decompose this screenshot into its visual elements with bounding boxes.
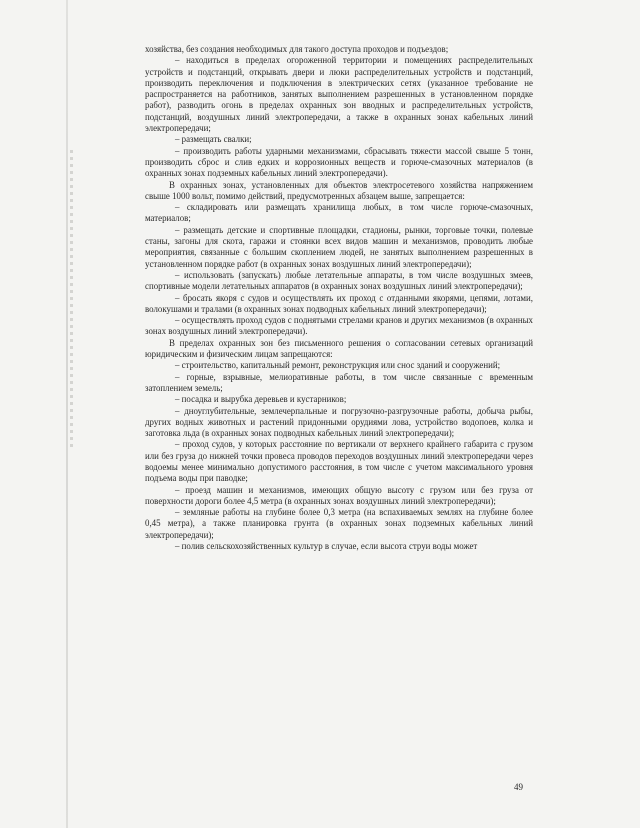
list-item: – горные, взрывные, мелиоративные работы, в том числе связанные с временным затоплением земель; — [145, 371, 533, 393]
list-item: – размещать свалки; — [175, 134, 252, 145]
document-page — [145, 44, 533, 552]
page-number: 49 — [514, 782, 523, 792]
list-item: – размещать детские и спортивные площадки, стадионы, рынки, торговые точки, полевые станы, загоны для скота, гаражи и стоянки всех видов машин и механизмов, проводить любые мероприятия, связанные с большим скоплением людей, не занятых выполнением разрешенных в установленном порядке работ (в охранных зонах воздушных линий электропередачи); — [145, 224, 533, 269]
paragraph: В пределах охранных зон без письменного решения о согласовании сетевых организаций юридическим и физическим лицам запрещаются: — [145, 337, 533, 360]
list-item: – использовать (запускать) любые летательные аппараты, в том числе воздушных змеев, спортивные модели летательных аппаратов (в охранных зонах воздушных линий электропередачи); — [145, 269, 533, 292]
list-item: – проход судов, у которых расстояние по вертикали от верхнего крайнего габарита с грузом или без груза до нижней точки провеса проводов переходов воздушных линий электропередачи через водоемы менее минимально допустимого расстояния, в том числе с учетом максимального уровня подъема воды при паводке; — [145, 439, 533, 484]
scan-binding-marks — [70, 150, 73, 450]
paragraph: хозяйства, без создания необходимых для такого доступа проходов и подъездов; — [145, 44, 449, 54]
list-item: – складировать или размещать хранилища любых, в том числе горюче-смазочных, материалов; — [145, 202, 533, 224]
list-item: – полив сельскохозяйственных культур в случае, если высота струи воды может — [175, 541, 478, 552]
list-item: – производить работы ударными механизмами, сбрасывать тяжести массой свыше 5 тонн, производить сброс и слив едких и коррозионных веществ и горюче-смазочных материалов (в охранных зонах подземных кабельных линий электропередачи). — [145, 145, 533, 179]
list-item: – строительство, капитальный ремонт, реконструкция или снос зданий и сооружений; — [175, 360, 501, 371]
list-item: – находиться в пределах огороженной территории и помещениях распределительных устройств и подстанций, открывать двери и люки распределительных устройств и подстанций, производить переключения и подключения в электрических сетях (указанное требование не распространяется на работников, занятых выполнением разрешенных в установленном порядке работ), разводить огонь в пределах охранных зон вводных и распределительных устройств, подстанций, воздушных линий электропередачи, а также в охранных зонах кабельных линий электропередачи; — [145, 55, 533, 134]
list-item: – дноуглубительные, землечерпальные и погрузочно-разгрузочные работы, добыча рыбы, других водных животных и растений придонными орудиями лова, устройство водопоев, колка и заготовка льда (в охранных зонах подводных кабельных линий электропередачи); — [145, 405, 533, 439]
list-item: – бросать якоря с судов и осуществлять их проход с отданными якорями, цепями, лотами, волокушами и тралами (в охранных зонах подводных кабельных линий электропередачи); — [145, 292, 533, 314]
scan-edge-shadow — [66, 0, 68, 828]
paragraph: В охранных зонах, установленных для объектов электросетевого хозяйства напряжением свыше 1000 вольт, помимо действий, предусмотренных абзацем выше, запрещается: — [145, 179, 533, 201]
list-item: – земляные работы на глубине более 0,3 метра (на вспахиваемых землях на глубине более 0,45 метра), а также планировка грунта (в охранных зонах подземных кабельных линий электропередачи); — [145, 507, 533, 540]
list-item: – осуществлять проход судов с поднятыми стрелами кранов и других механизмов (в охранных зонах воздушных линий электропередачи). — [145, 315, 533, 337]
list-item: – посадка и вырубка деревьев и кустарников; — [175, 394, 347, 405]
list-item: – проезд машин и механизмов, имеющих общую высоту с грузом или без груза от поверхности дороги более 4,5 метра (в охранных зонах воздушных линий электропередачи); — [145, 484, 533, 506]
